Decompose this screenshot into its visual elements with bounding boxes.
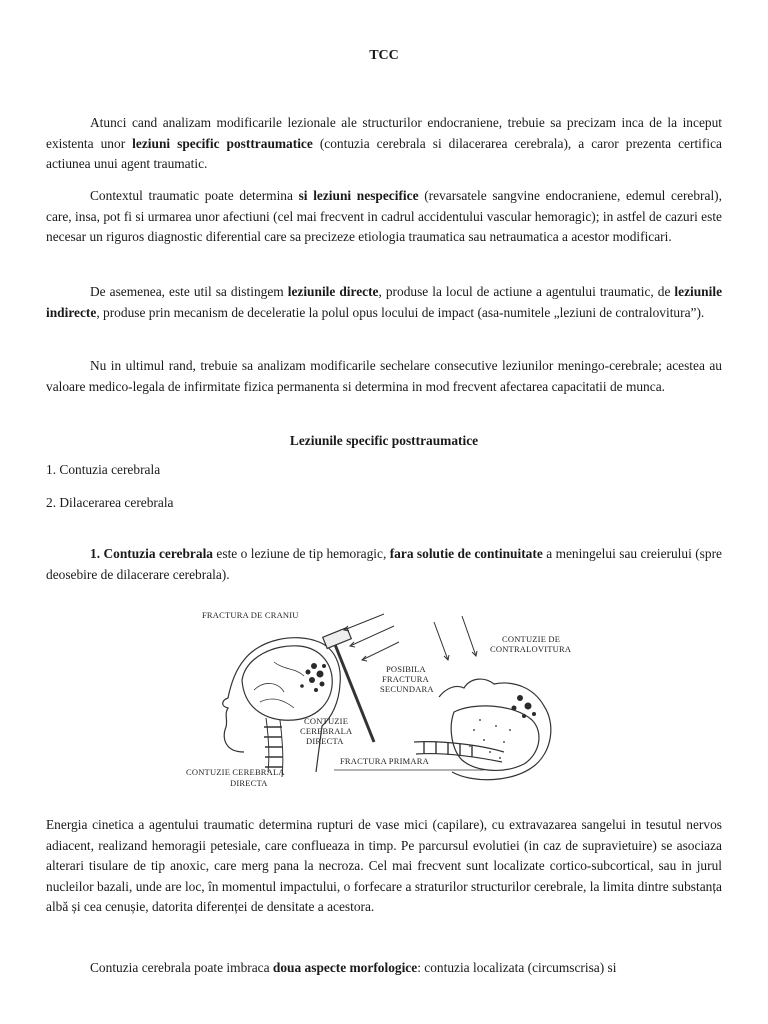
right-contusion-shading — [512, 695, 537, 718]
p5-text-b: este o leziune de tip hemoragic, — [213, 546, 390, 561]
paragraph-3 — [46, 282, 722, 323]
label-contralovitura-line2: CONTRALOVITURA — [490, 644, 572, 654]
right-brain-stipple — [469, 719, 511, 759]
document-title: TCC — [369, 48, 399, 63]
paragraph-5 — [46, 544, 722, 585]
paragraph-4 — [46, 356, 722, 397]
label-contuzie-cerebrala-directa-line1: CONTUZIE CEREBRALA — [186, 767, 285, 777]
p3-text-c: , produse la locul de actiune a agentului traumatic, de — [378, 284, 675, 299]
label-posibila-line1: POSIBILA — [386, 664, 426, 674]
p3-text-e: , produse prin mecanism de deceleratie la polul opus locului de impact (asa-numitele „leziuni de contralovitura”). — [96, 304, 705, 320]
p7-bold: doua aspecte morfologice — [272, 960, 418, 975]
p4-text: Nu in ultimul rand, trebuie sa analizam modificarile sechelare consecutive leziunilor meningo-cerebrale; acestea au valoare medico-legala de infirmitate fizica permanenta si determina in mod frecvent afectarea capacitatii de munca. — [46, 358, 722, 394]
p5-text-d: a meningelui sau creierului (spre deosebire de dilacerare cerebrala). — [46, 546, 722, 582]
paragraph-7 — [46, 958, 722, 979]
list-item: 2. Dilacerarea cerebrala — [46, 495, 174, 510]
p2-text-a: Contextul traumatic poate determina — [90, 188, 299, 203]
paragraph-6 — [46, 815, 722, 918]
label-contuzie-directa-line1: CONTUZIE — [304, 716, 349, 726]
label-fractura-craniu: FRACTURA DE CRANIU — [202, 610, 299, 620]
p3-bold-1: leziunile directe — [287, 284, 379, 299]
p3-bold-2: leziunile indirecte — [46, 284, 723, 320]
p7-text-a: Contuzia cerebrala poate imbraca — [90, 960, 273, 975]
label-contuzie-directa-line2: CEREBRALA — [300, 726, 353, 736]
p1-text-c: (contuzia cerebrala si dilacerarea cerebrala), a caror prezenta certifica actiunea unui agent traumatic. — [46, 135, 722, 172]
left-head-drawing — [223, 638, 341, 777]
left-contusion-shading — [300, 663, 326, 692]
list-item: 1. Contuzia cerebrala — [46, 462, 161, 477]
label-contralovitura-line1: CONTUZIE DE — [502, 634, 561, 644]
paragraph-1 — [46, 113, 722, 175]
section-heading: Leziunile specific posttraumatice — [289, 433, 479, 448]
label-posibila-line3: SECUNDARA — [380, 684, 434, 694]
p7-text-c: : contuzia localizata (circumscrisa) si — [417, 960, 617, 975]
label-contuzie-cerebrala-directa-line2: DIRECTA — [230, 778, 268, 788]
p3-text-a: De asemenea, este util sa distingem — [90, 284, 288, 299]
p1-text-a: Atunci cand analizam modificarile lezionale ale structurilor endocraniene, trebuie sa precizam inca de la inceput existenta unor — [46, 115, 722, 151]
head-trauma-illustration — [184, 602, 592, 792]
label-fractura-primara: FRACTURA PRIMARA — [340, 756, 429, 766]
label-posibila-line2: FRACTURA — [382, 674, 429, 684]
p2-bold: si leziuni nespecifice — [298, 188, 419, 203]
p6-text: Energia cinetica a agentului traumatic determina rupturi de vase mici (capilare), cu extravazarea sangelui in tesutul nervos adiacent, realizand hemoragii petesiale, care conflueaza in timp. Pe parcursul evolutiei (in caz de supravietuire) se asociaza alterari tisulare de tip anoxic, care merg pana la necroza. Cel mai frecvent sunt localizate cortico-subcortical, sau in jurul nucleilor bazali, unde are loc, în momentul impactului, o forfecare a straturilor structurilor cerebrale, la limita dintre substanța albă și cea cenușie, datorita diferenței de densitate a acestora. — [46, 817, 722, 915]
p2-text-c: (revarsatele sangvine endocraniene, edemul cerebral), care, insa, pot fi si urmarea unor afectiuni (cel mai frecvent in cadrul accidentului vascular hemoragic); in astfel de cazuri este necesar un riguros diagnostic diferential care sa precizeze etiologia traumatica sau netraumatica a acestor modificari. — [46, 188, 722, 245]
impact-arrows — [344, 614, 477, 661]
p5-bold-2: fara solutie de continuitate — [389, 546, 543, 561]
paragraph-2 — [46, 186, 722, 248]
label-contuzie-directa-line3: DIRECTA — [306, 736, 344, 746]
p1-bold: leziuni specific posttraumatice — [132, 135, 313, 151]
p5-bold-1: 1. Contuzia cerebrala — [90, 546, 213, 561]
